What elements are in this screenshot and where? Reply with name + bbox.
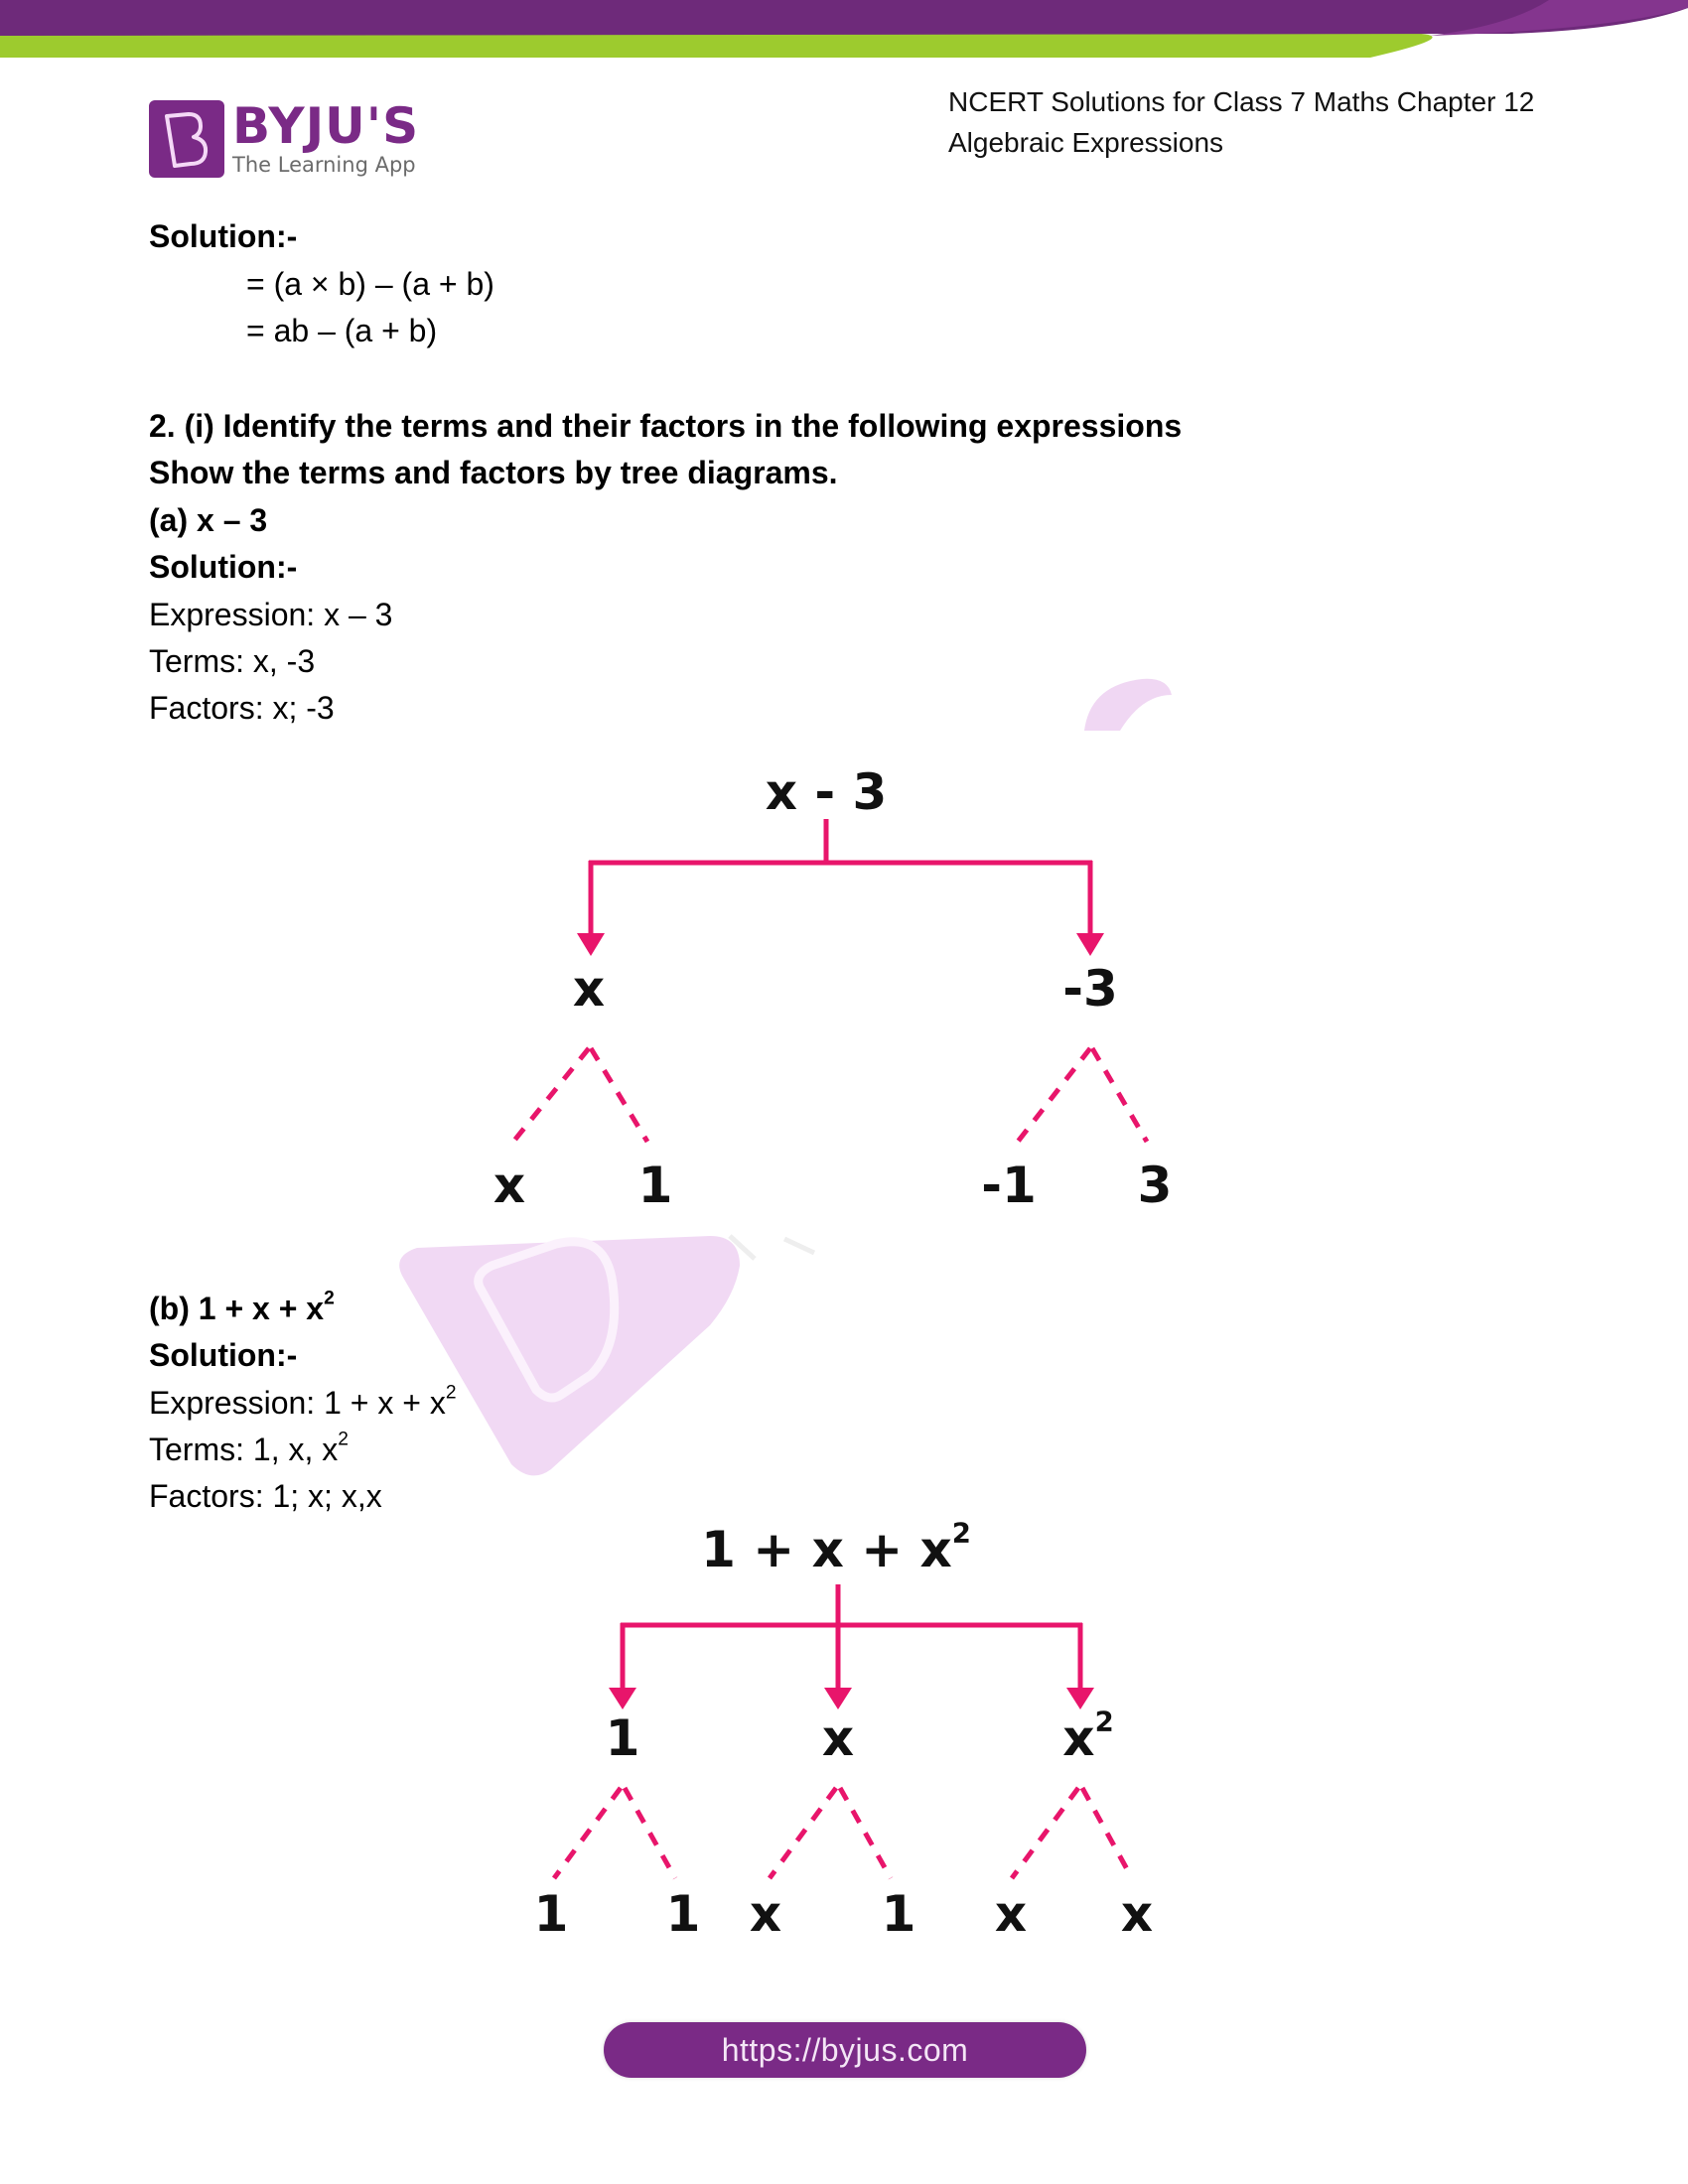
- part-a-factors: Factors: x; -3: [149, 690, 335, 726]
- tree-a-factor: x: [492, 1157, 526, 1214]
- tree-b-term: x: [821, 1709, 855, 1767]
- watermark-logo: [382, 1236, 750, 1479]
- tree-a-root: x - 3: [765, 763, 888, 821]
- question-heading: 2. (i) Identify the terms and their factors in the following expressions: [149, 408, 1183, 444]
- tree-a-term: -3: [1062, 960, 1118, 1018]
- watermark-fragment: [1072, 667, 1211, 737]
- solution-line: = ab – (a + b): [246, 313, 438, 348]
- solution-heading: Solution:-: [149, 218, 298, 254]
- tree-b-factor: 1: [533, 1885, 569, 1943]
- part-b-terms: Terms: 1, x, $x^2$: [149, 1429, 349, 1467]
- logo-tagline: The Learning App: [232, 153, 416, 177]
- part-b-expression: Expression: $1 + x + x^2$: [149, 1382, 457, 1421]
- tree-b-root: $1 + x + x^2$: [701, 1517, 971, 1578]
- part-a-solution-heading: Solution:-: [149, 549, 298, 585]
- part-a-terms: Terms: x, -3: [149, 643, 316, 679]
- part-b-factors: Factors: 1; x; x,x: [149, 1478, 382, 1514]
- byjus-logo[interactable]: [149, 99, 437, 179]
- tree-b-factor: 1: [881, 1885, 916, 1943]
- footer-url-text: https://byjus.com: [721, 2031, 969, 2068]
- part-b-label: (b) $1 + x + x^2$: [149, 1288, 335, 1326]
- tree-a-term: x: [572, 960, 606, 1018]
- tree-b-factor: x: [1120, 1885, 1154, 1943]
- part-b-solution-heading: Solution:-: [149, 1337, 298, 1373]
- tree-b-factor: x: [749, 1885, 782, 1943]
- part-a-expression: Expression: x – 3: [149, 597, 393, 632]
- tree-a-factor: 3: [1137, 1157, 1173, 1214]
- document-title-line1: NCERT Solutions for Class 7 Maths Chapter 12: [948, 86, 1535, 117]
- tree-a-factor: -1: [981, 1157, 1037, 1214]
- header-decoration: [0, 0, 1688, 69]
- footer-url-link[interactable]: [604, 2022, 1086, 2078]
- tree-b-factor: x: [994, 1885, 1028, 1943]
- header-band: [0, 0, 1688, 69]
- question-subheading: Show the terms and factors by tree diagrams.: [149, 455, 838, 490]
- document-title: [948, 81, 1534, 163]
- tree-b-factor: 1: [665, 1885, 701, 1943]
- tree-b-term: $x^2$: [1062, 1706, 1114, 1767]
- byjus-b-logo-icon: [149, 100, 224, 178]
- solution-line: = (a × b) – (a + b): [246, 266, 494, 302]
- part-a-label: (a) x – 3: [149, 502, 268, 538]
- watermark-fragment: [725, 1231, 834, 1271]
- tree-a-factor: 1: [637, 1157, 673, 1214]
- document-title-line2: Algebraic Expressions: [948, 127, 1224, 158]
- tree-b-term: 1: [605, 1709, 640, 1767]
- logo-brand-text: BYJU'S: [232, 97, 420, 155]
